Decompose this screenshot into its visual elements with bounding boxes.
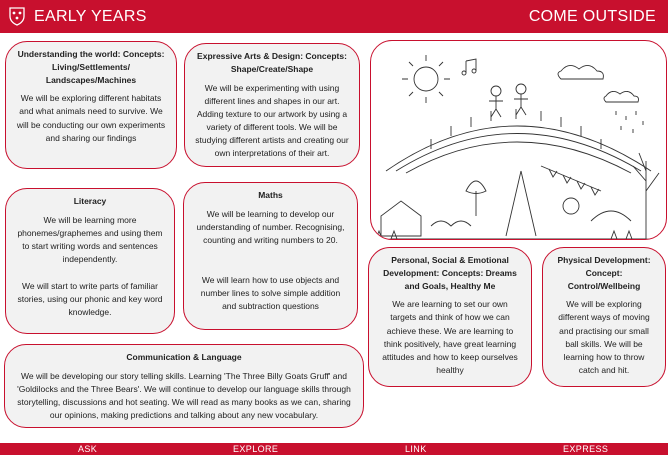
page-title: EARLY YEARS: [34, 8, 147, 25]
topic-title: COME OUTSIDE: [528, 8, 656, 25]
footer-explore: EXPLORE: [233, 444, 279, 454]
card-title: Literacy: [73, 196, 107, 206]
maths-card: [183, 182, 358, 330]
understanding-world-card: [5, 41, 177, 169]
personal-social-card: [368, 247, 532, 387]
card-title: Expressive Arts & Design: Concepts: Shape/Create/Shape: [197, 51, 347, 74]
card-title: Understanding the world: Concepts: Living/Settlements/ Landscapes/Machines: [17, 49, 165, 85]
card-body: We are learning to set our own targets and think of how we can achieve these. We are learning to think positively, have great learning attitudes and how to keep ourselves healthy: [382, 299, 518, 376]
expressive-arts-card: [184, 43, 360, 167]
literacy-card: [5, 188, 175, 334]
footer-express: EXPRESS: [563, 444, 609, 454]
line-drawing-illustration: [371, 41, 667, 240]
footer-link: LINK: [405, 444, 427, 454]
school-crest-icon: [8, 6, 26, 26]
card-body: We will be exploring different habitats and what animals need to survive. We will be conducting our own experiments and sharing our findings: [16, 93, 166, 143]
card-body: We will be developing our story telling skills. Learning 'The Three Billy Goats Gruff' and 'Goldilocks and the Three Bears'. We will continue to develop our language skills through storytelling, discussions and hot seating. We will read as many books as we can, sharing our opinions, making predictions and talking about any new vocabulary.: [17, 370, 351, 421]
footer-ask: ASK: [78, 444, 98, 454]
outdoor-scene-illustration: [370, 40, 667, 240]
card-body: We will be learning more phonemes/graphemes and using them to start writing words and sentences independently. We will start to write parts of familiar stories, using our phonic and key word knowledge.: [17, 214, 163, 317]
physical-development-card: [542, 247, 666, 387]
card-body: We will be exploring different ways of moving and practising our small ball skills. We will be learning how to throw catch and hit.: [558, 299, 650, 376]
communication-language-card: [4, 344, 364, 428]
footer-bar: [0, 443, 668, 455]
card-title: Personal, Social & Emotional Development: Concepts: Dreams and Goals, Healthy Me: [383, 255, 517, 291]
card-title: Physical Development: Concept: Control/Wellbeing: [557, 255, 651, 291]
card-body: We will be experimenting with using different lines and shapes in our art. Adding texture to our artwork by using a variety of different tools. We will be studying different artists and creating our own interpretations of their art.: [195, 82, 349, 159]
card-title: Maths: [258, 190, 283, 200]
card-title: Communication & Language: [126, 352, 242, 362]
card-body: We will be learning to develop our understanding of number. Recognising, counting and writing numbers to 20. We will learn how to use objects and number lines to solve simple addition and subtraction questions: [196, 208, 345, 311]
header-bar: [0, 0, 668, 33]
